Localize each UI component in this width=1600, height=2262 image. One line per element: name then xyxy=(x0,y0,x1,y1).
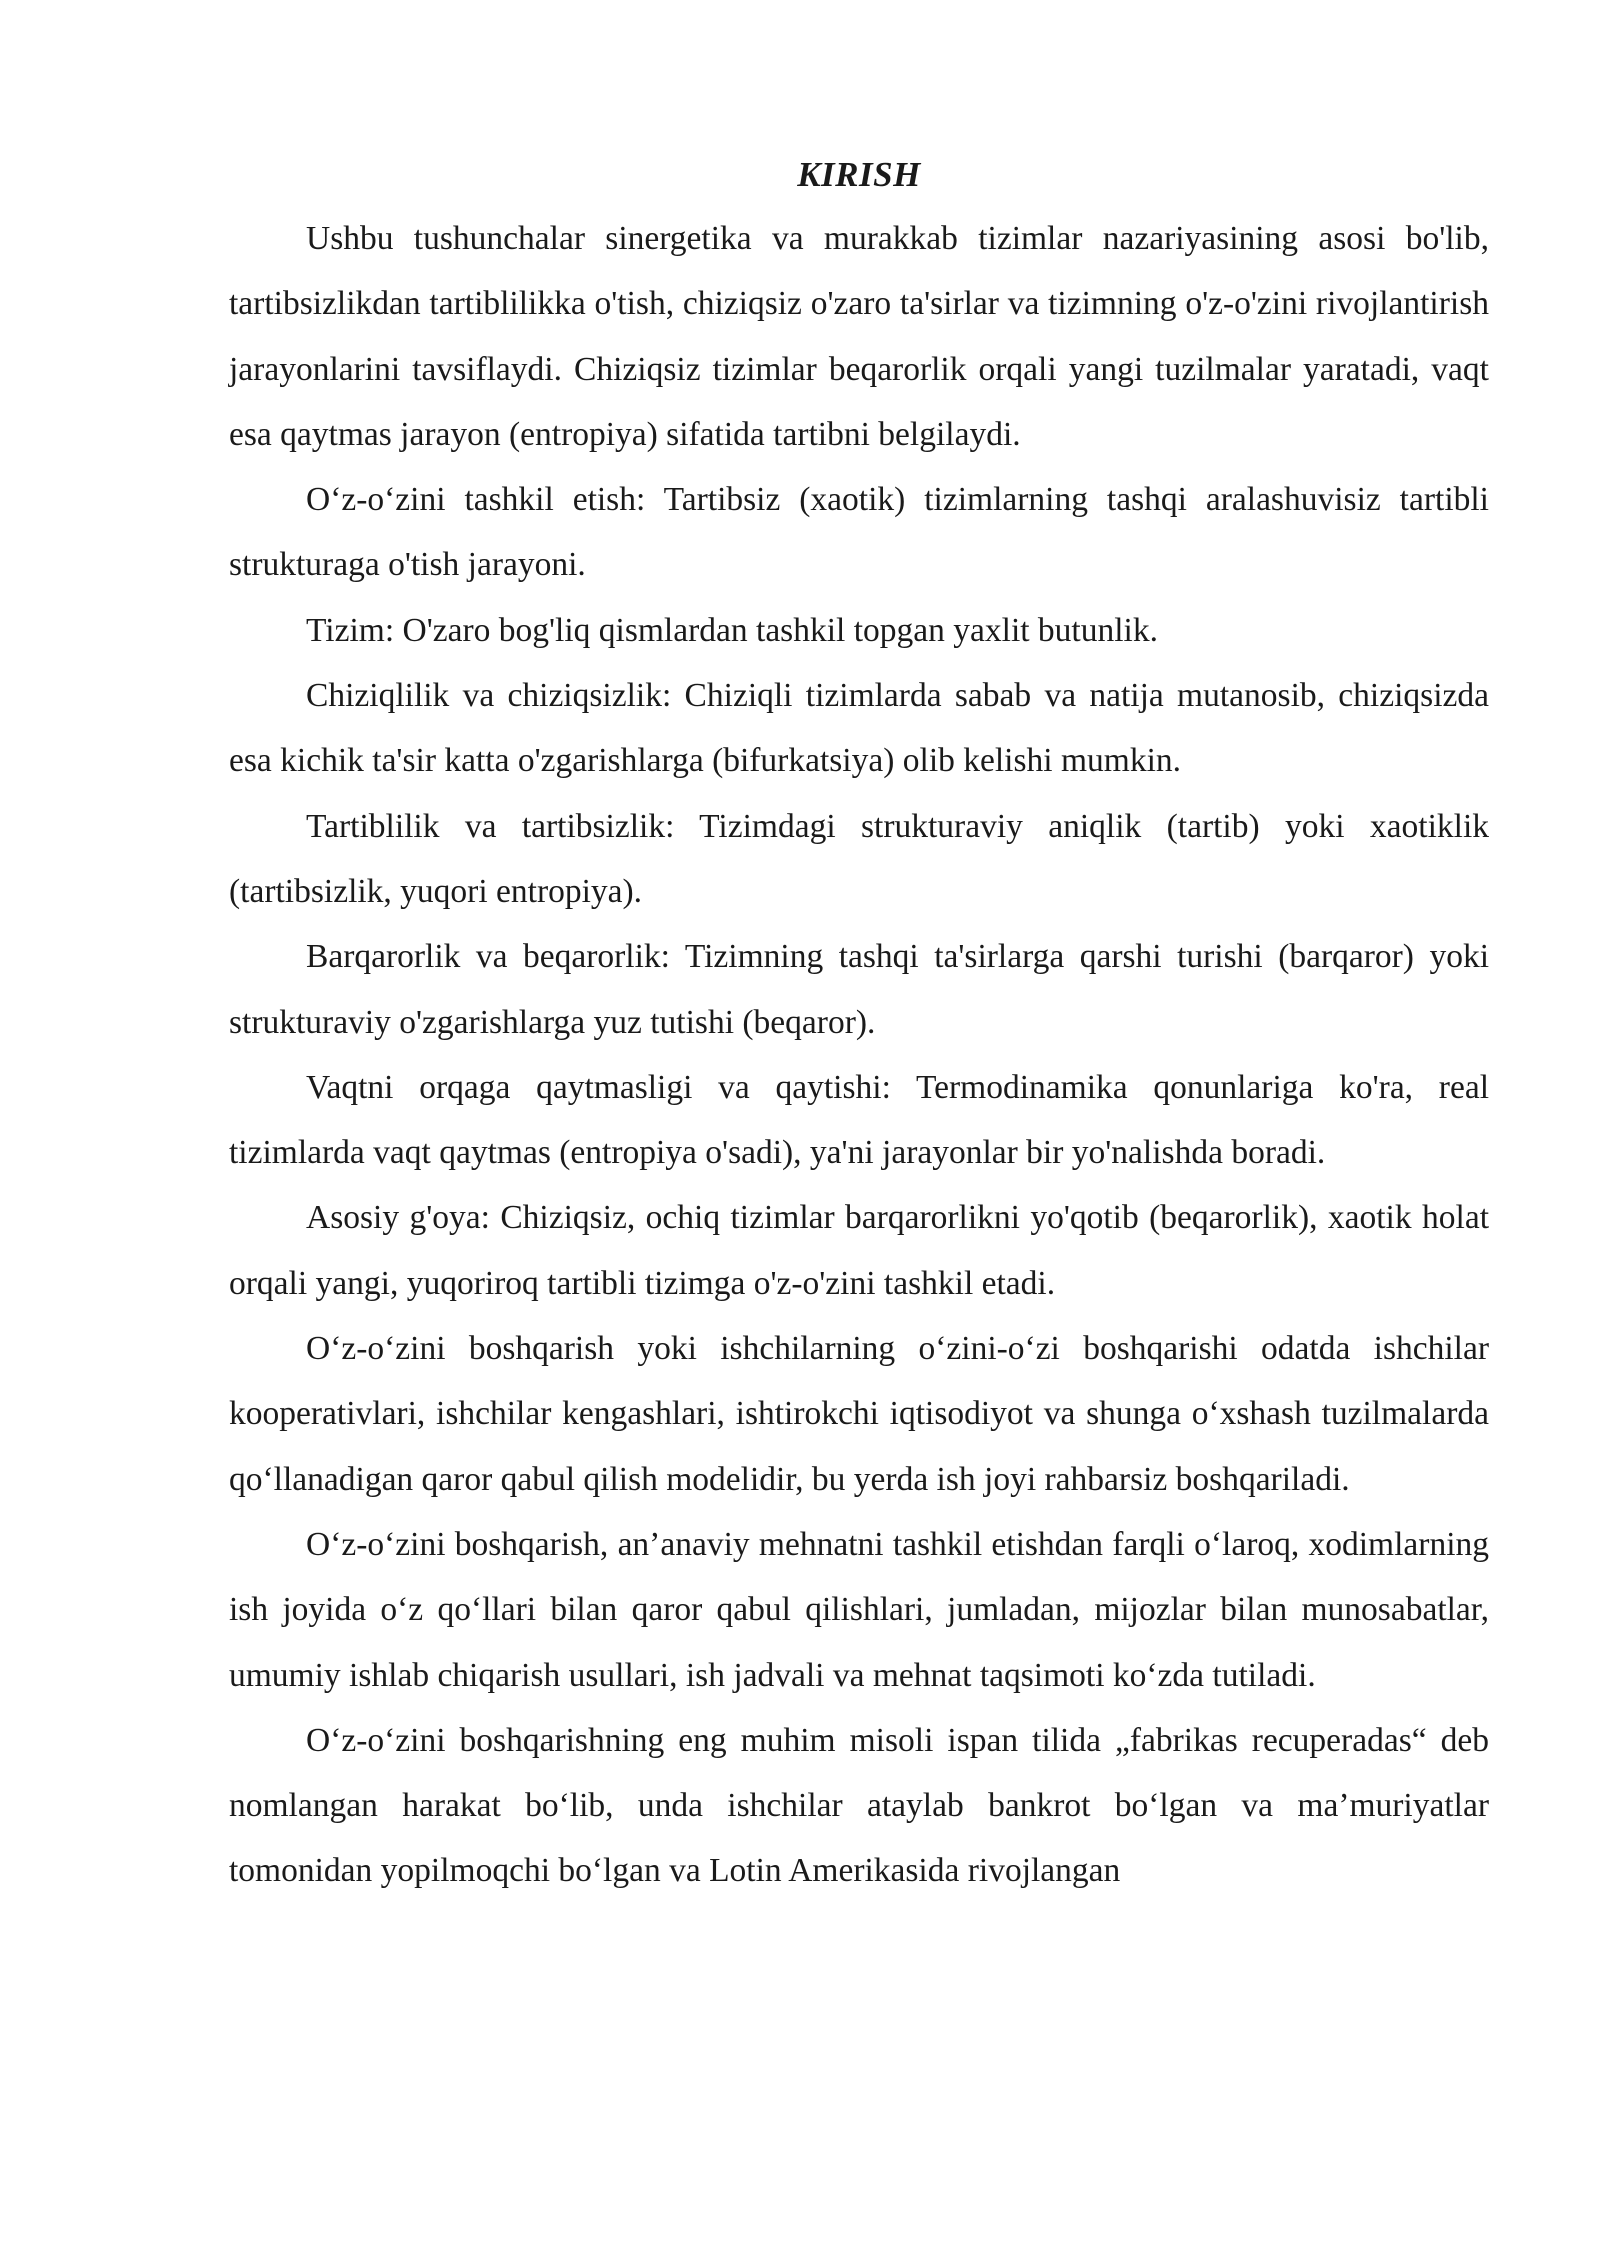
paragraph-stability: Barqarorlik va beqarorlik: Tizimning tashqi ta'sirlarga qarshi turishi (barqaror) yoki strukturaviy o'zgarishlarga yuz tutishi (beqaror). xyxy=(229,938,1489,1041)
paragraph-time-irreversibility: Vaqtni orqaga qaytmasligi va qaytishi: Termodinamika qonunlariga ko'ra, real tizimlarda vaqt qaytmas (entropiya o'sadi), ya'ni jarayonlar bir yo'nalishda boradi. xyxy=(229,1068,1489,1172)
paragraph-system: Tizim: O'zaro bog'liq qismlardan tashkil topgan yaxlit butunlik. xyxy=(306,611,1158,649)
paragraph-main-idea: Asosiy g'oya: Chiziqsiz, ochiq tizimlar barqarorlikni yo'qotib (beqarorlik), xaotik holat orqali yangi, yuqoriroq tartibli tizimga o'z-o'zini tashkil etadi. xyxy=(229,1199,1489,1302)
document-page xyxy=(229,148,1489,1904)
paragraph-order-disorder: Tartiblilik va tartibsizlik: Tizimdagi strukturaviy aniqlik (tartib) yoki xaotiklik (tartibsizlik, yuqori entropiya). xyxy=(229,807,1489,910)
paragraph-linearity: Chiziqlilik va chiziqsizlik: Chiziqli tizimlarda sabab va natija mutanosib, chiziqsizda esa kichik ta'sir katta o'zgarishlarga (bifurkatsiya) olib kelishi mumkin. xyxy=(229,677,1489,780)
paragraph-self-management-details: O‘z-o‘zini boshqarish, an’anaviy mehnatni tashkil etishdan farqli o‘laroq, xodimlarning ish joyida o‘z qo‘llari bilan qaror qabul qilishlari, jumladan, mijozlar bilan munosabatlar, umumiy ishlab chiqarish usullari, ish jadvali va mehnat taqsimoti ko‘zda tutiladi. xyxy=(229,1525,1489,1694)
paragraph-self-management: O‘z-o‘zini boshqarish yoki ishchilarning o‘zini-o‘zi boshqarishi odatda ishchilar kooperativlari, ishchilar kengashlari, ishtirokchi iqtisodiyot va shunga o‘xshash tuzilmalarda qo‘llanadigan qaror qabul qilish modelidir, bu yerda ish joyi rahbarsiz boshqariladi. xyxy=(229,1330,1489,1498)
paragraph-fabricas-recuperadas: O‘z-o‘zini boshqarishning eng muhim misoli ispan tilida „fabrikas recuperadas“ deb nomlangan harakat bo‘lib, unda ishchilar ataylab bankrot bo‘lgan va ma’muriyatlar tomonidan yopilmoqchi bo‘lgan va Lotin Amerikasida rivojlangan xyxy=(229,1721,1489,1890)
paragraph-self-organization: O‘z-o‘zini tashkil etish: Tartibsiz (xaotik) tizimlarning tashqi aralashuvisiz tartibli strukturaga o'tish jarayoni. xyxy=(229,481,1489,584)
paragraph-intro: Ushbu tushunchalar sinergetika va murakkab tizimlar nazariyasining asosi bo'lib, tartibsizlikdan tartiblilikka o'tish, chiziqsiz o'zaro ta'sirlar va tizimning o'z-o'zini rivojlantirish jarayonlarini tavsiflaydi. Chiziqsiz tizimlar beqarorlik orqali yangi tuzilmalar yaratadi, vaqt esa qaytmas jarayon (entropiya) sifatida tartibni belgilaydi. xyxy=(229,220,1489,453)
document-title: KIRISH xyxy=(797,155,921,194)
